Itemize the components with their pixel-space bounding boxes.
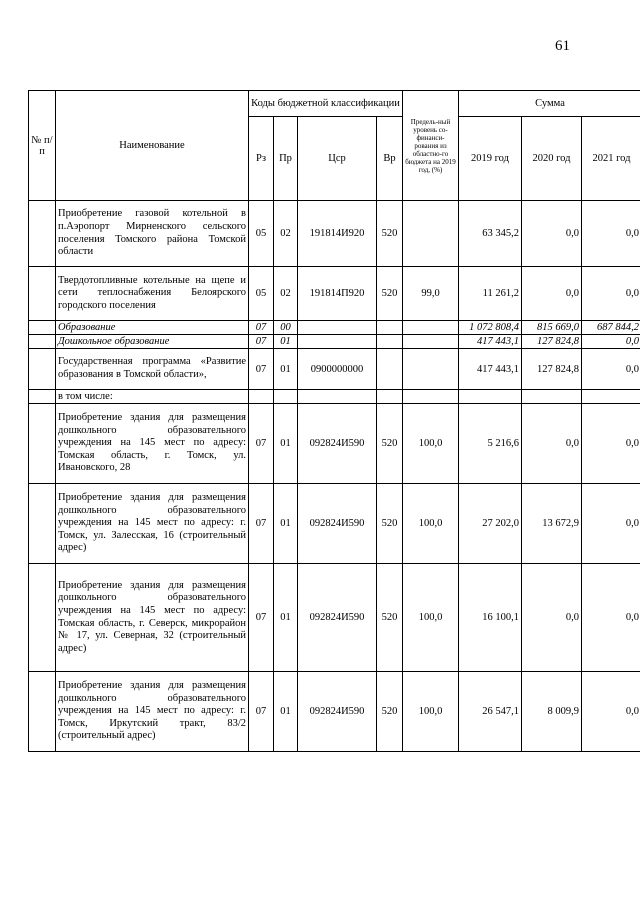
row-csr: 092824И590 [298,484,377,564]
row-2019: 417 443,1 [459,335,522,349]
table-header-row [29,91,640,117]
table-row [29,564,640,672]
row-vr [377,349,403,390]
row-2020: 0,0 [522,404,582,484]
row-cofin [403,335,459,349]
row-2020: 127 824,8 [522,335,582,349]
row-name: Твердотопливные котельные на щепе и сети теплоснабжения Белоярского городского поселения [56,267,249,321]
row-pr: 01 [274,672,298,752]
row-cofin: 100,0 [403,564,459,672]
table-row [29,267,640,321]
row-csr: 191814П920 [298,267,377,321]
row-num [29,267,56,321]
row-cofin: 100,0 [403,484,459,564]
row-csr: 092824И590 [298,564,377,672]
row-csr: 092824И590 [298,672,377,752]
header-2021: 2021 год [582,117,640,201]
row-rz: 05 [249,267,274,321]
row-num [29,564,56,672]
row-vr: 520 [377,564,403,672]
row-2019: 26 547,1 [459,672,522,752]
header-num: № п/п [29,91,56,201]
row-2021: 687 844,2 [582,321,640,335]
row-name: Приобретение здания для размещения дошкольного образовательного учреждения на 145 мест по адресу: г. Томск, Иркутский тракт, 83/2 (строительный адрес) [56,672,249,752]
row-csr [298,321,377,335]
row-name: в том числе: [56,390,249,404]
row-name: Приобретение газовой котельной в п.Аэропорт Мирненского сельского поселения Томского района Томской области [56,201,249,267]
row-rz: 07 [249,484,274,564]
row-2021: 0,0 [582,349,640,390]
table-row [29,390,640,404]
row-2019: 417 443,1 [459,349,522,390]
row-rz: 07 [249,321,274,335]
row-num [29,672,56,752]
row-2021: 0,0 [582,564,640,672]
row-2020: 815 669,0 [522,321,582,335]
row-pr: 01 [274,484,298,564]
table-row [29,349,640,390]
row-2019: 63 345,2 [459,201,522,267]
row-num [29,484,56,564]
row-cofin: 100,0 [403,404,459,484]
row-pr: 01 [274,335,298,349]
row-num [29,404,56,484]
row-pr: 01 [274,564,298,672]
row-2021: 0,0 [582,484,640,564]
header-2020: 2020 год [522,117,582,201]
row-num [29,390,56,404]
row-2019: 16 100,1 [459,564,522,672]
row-pr: 01 [274,404,298,484]
row-rz: 07 [249,564,274,672]
header-name: Наименование [56,91,249,201]
row-2021: 0,0 [582,335,640,349]
row-cofin: 99,0 [403,267,459,321]
row-name: Приобретение здания для размещения дошкольного образовательного учреждения на 145 мест по адресу: г. Томск, ул. Залесская, 16 (строительный адрес) [56,484,249,564]
row-pr: 01 [274,349,298,390]
row-name: Приобретение здания для размещения дошкольного образовательного учреждения на 145 мест по адресу: Томская область, г. Северск, микрорайон № 17, ул. Северная, 32 (строительный адрес) [56,564,249,672]
row-2021: 0,0 [582,267,640,321]
row-vr: 520 [377,484,403,564]
row-2020: 13 672,9 [522,484,582,564]
row-rz: 07 [249,335,274,349]
row-pr: 02 [274,201,298,267]
row-csr [298,335,377,349]
row-num [29,201,56,267]
row-2020: 0,0 [522,201,582,267]
row-rz: 07 [249,672,274,752]
row-cofin [403,349,459,390]
budget-table [28,90,640,752]
table-row [29,672,640,752]
row-vr: 520 [377,672,403,752]
row-cofin [403,201,459,267]
row-name: Образование [56,321,249,335]
row-csr: 0900000000 [298,349,377,390]
row-rz: 05 [249,201,274,267]
header-2019: 2019 год [459,117,522,201]
row-pr: 00 [274,321,298,335]
row-vr: 520 [377,201,403,267]
table-row [29,484,640,564]
row-vr: 520 [377,267,403,321]
table-row [29,321,640,335]
row-2019: 5 216,6 [459,404,522,484]
row-vr [377,335,403,349]
row-name: Дошкольное образование [56,335,249,349]
table-row [29,201,640,267]
header-csr: Цср [298,117,377,201]
header-rz: Рз [249,117,274,201]
row-2021: 0,0 [582,672,640,752]
row-cofin [403,321,459,335]
header-pr: Пр [274,117,298,201]
row-2019: 27 202,0 [459,484,522,564]
row-2021: 0,0 [582,201,640,267]
row-num [29,335,56,349]
row-vr: 520 [377,404,403,484]
row-name: Государственная программа «Развитие образования в Томской области», [56,349,249,390]
row-name: Приобретение здания для размещения дошкольного образовательного учреждения на 145 мест по адресу: Томская область, г. Томск, ул. Ивановского, 28 [56,404,249,484]
row-2020: 0,0 [522,564,582,672]
row-rz: 07 [249,349,274,390]
row-2020: 0,0 [522,267,582,321]
page-number: 61 [555,38,570,54]
row-vr [377,321,403,335]
row-num [29,321,56,335]
row-csr: 191814И920 [298,201,377,267]
row-csr: 092824И590 [298,404,377,484]
header-cofin: Предель-ный уровень со-финанси-рования из областно-го бюджета на 2019 год, (%) [403,91,459,201]
header-codes: Коды бюджетной классификации [249,91,403,117]
row-2019: 1 072 808,4 [459,321,522,335]
header-vr: Вр [377,117,403,201]
row-cofin: 100,0 [403,672,459,752]
row-2020: 127 824,8 [522,349,582,390]
header-sum: Сумма [459,91,640,117]
table-row [29,404,640,484]
row-2021: 0,0 [582,404,640,484]
row-2019: 11 261,2 [459,267,522,321]
row-num [29,349,56,390]
row-pr: 02 [274,267,298,321]
table-row [29,335,640,349]
row-rz: 07 [249,404,274,484]
row-2020: 8 009,9 [522,672,582,752]
